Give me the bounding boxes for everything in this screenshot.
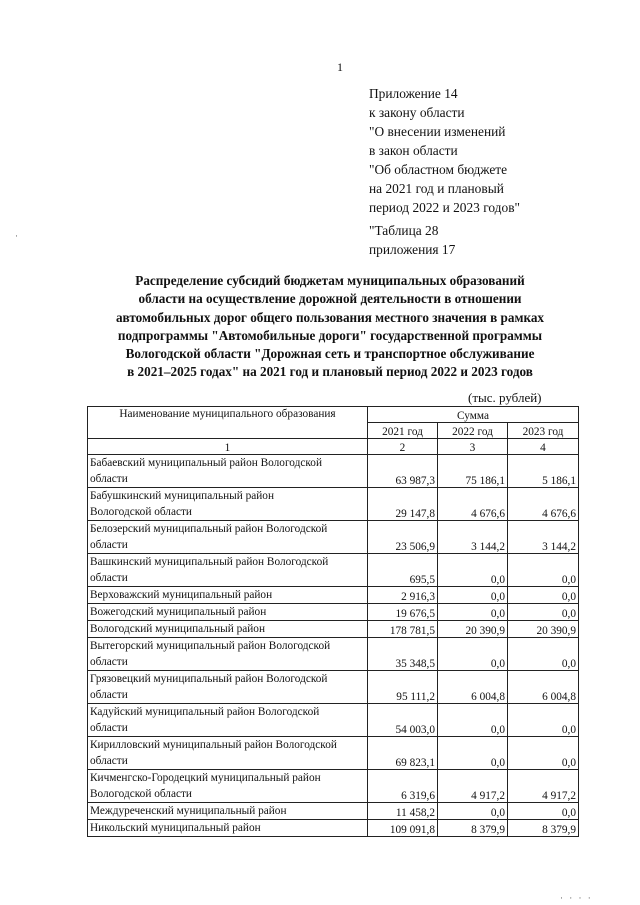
table-row [88,587,579,604]
amount-2023: 8 379,9 [508,820,579,837]
district-name [88,638,368,671]
amount-2021: 6 319,6 [368,770,438,803]
page-number: 1 [337,60,343,74]
district-name-line: Междуреченский муниципальный район [90,805,287,817]
table-ref-line: "Таблица 28 [369,223,439,238]
table-row [88,455,579,488]
table-row [88,820,579,837]
district-name-line: области [90,755,128,767]
district-name [88,737,368,770]
amount-2023: 6 004,8 [508,671,579,704]
district-name-line: Верховажский муниципальный район [90,589,273,601]
amount-2023: 5 186,1 [508,455,579,488]
district-name [88,621,368,638]
table-row [88,638,579,671]
district-name-line: Кирилловский муниципальный район Вологодской [90,739,337,751]
amount-2023: 0,0 [508,638,579,671]
amount-2022: 0,0 [438,554,508,587]
district-name [88,604,368,621]
table-row [88,488,579,521]
appendix-line: "Об областном бюджете [369,162,508,177]
scan-mark: · [15,231,18,241]
amount-2021: 2 916,3 [368,587,438,604]
amount-2022: 3 144,2 [438,521,508,554]
amount-2021: 69 823,1 [368,737,438,770]
district-name-line: Кадуйский муниципальный район Вологодской [90,706,320,718]
district-name [88,671,368,704]
amount-2021: 11 458,2 [368,803,438,820]
table-row [88,803,579,820]
table-row [88,671,579,704]
amount-2023: 0,0 [508,737,579,770]
amount-2021: 29 147,8 [368,488,438,521]
district-name [88,704,368,737]
amount-2023: 0,0 [508,587,579,604]
units-label: (тыс. рублей) [468,390,542,405]
district-name-line: Никольский муниципальный район [90,822,261,834]
district-name-line: области [90,572,128,584]
header-name: Наименование муниципального образования [88,407,368,439]
district-name-line: области [90,722,128,734]
scan-mark: · · · · [560,893,593,903]
amount-2022: 4 917,2 [438,770,508,803]
amount-2023: 4 917,2 [508,770,579,803]
district-name-line: Вашкинский муниципальный район Вологодской [90,556,329,568]
amount-2022: 6 004,8 [438,671,508,704]
title-line: области на осуществление дорожной деятельности в отношении [138,291,522,307]
amount-2022: 0,0 [438,604,508,621]
table-row [88,770,579,803]
amount-2022: 8 379,9 [438,820,508,837]
title-line: Вологодской области "Дорожная сеть и транспортное обслуживание [125,346,535,362]
amount-2023: 4 676,6 [508,488,579,521]
district-name-line: области [90,689,128,701]
amount-2023: 20 390,9 [508,621,579,638]
amount-2021: 178 781,5 [368,621,438,638]
table-row [88,737,579,770]
district-name-line: Вологодской области [90,788,192,800]
table-row [88,554,579,587]
district-name [88,820,368,837]
title-line: в 2021–2025 годах" на 2021 год и плановый период 2022 и 2023 годов [127,364,533,380]
title-line: подпрограммы "Автомобильные дороги" государственной программы [117,327,543,343]
district-name [88,488,368,521]
district-name-line: области [90,473,128,485]
table-row [88,704,579,737]
amount-2022: 75 186,1 [438,455,508,488]
amount-2021: 35 348,5 [368,638,438,671]
table-row [88,604,579,621]
amount-2021: 109 091,8 [368,820,438,837]
district-name [88,770,368,803]
amount-2022: 20 390,9 [438,621,508,638]
amount-2021: 695,5 [368,554,438,587]
district-name-line: Белозерский муниципальный район Вологодской [90,523,328,535]
table-row [88,621,579,638]
amount-2022: 0,0 [438,704,508,737]
amount-2023: 3 144,2 [508,521,579,554]
appendix-header [369,84,520,259]
table-row [88,521,579,554]
amount-2023: 0,0 [508,554,579,587]
header-year-2022: 2022 год [438,423,508,439]
appendix-line: Приложение 14 [369,86,458,101]
header-sum: Сумма [368,407,579,423]
subsidy-table [87,406,579,837]
col-number: 1 [88,439,368,455]
header-year-2021: 2021 год [368,423,438,439]
col-number: 4 [508,439,579,455]
appendix-line: в закон области [369,143,458,158]
district-name-line: Вытегорский муниципальный район Вологодской [90,640,331,652]
amount-2022: 0,0 [438,587,508,604]
col-number: 2 [368,439,438,455]
appendix-line: на 2021 год и плановый [369,181,504,196]
district-name [88,455,368,488]
table-body [88,455,579,837]
amount-2021: 23 506,9 [368,521,438,554]
district-name [88,803,368,820]
amount-2021: 63 987,3 [368,455,438,488]
district-name-line: Бабаевский муниципальный район Вологодской [90,457,322,469]
appendix-line: к закону области [369,105,465,120]
amount-2023: 0,0 [508,704,579,737]
amount-2022: 0,0 [438,803,508,820]
amount-2023: 0,0 [508,803,579,820]
district-name-line: Вологодской области [90,506,192,518]
district-name-line: области [90,656,128,668]
amount-2021: 95 111,2 [368,671,438,704]
district-name-line: Кичменгско-Городецкий муниципальный район [90,772,321,784]
district-name-line: Вожегодский муниципальный район [90,606,267,618]
district-name-line: области [90,539,128,551]
district-name [88,587,368,604]
district-name [88,521,368,554]
appendix-line: период 2022 и 2023 годов" [369,200,520,215]
title-line: автомобильных дорог общего пользования местного значения в рамках [115,309,545,325]
district-name-line: Грязовецкий муниципальный район Вологодской [90,673,328,685]
amount-2022: 0,0 [438,737,508,770]
col-number: 3 [438,439,508,455]
amount-2022: 4 676,6 [438,488,508,521]
table-ref-line: приложения 17 [369,242,456,257]
document-title [80,272,580,382]
title-line: Распределение субсидий бюджетам муниципальных образований [135,273,525,288]
district-name [88,554,368,587]
amount-2022: 0,0 [438,638,508,671]
district-name-line: Вологодский муниципальный район [90,623,265,635]
district-name-line: Бабушкинский муниципальный район [90,490,274,502]
header-year-2023: 2023 год [508,423,579,439]
appendix-line: "О внесении изменений [369,124,506,139]
amount-2021: 54 003,0 [368,704,438,737]
amount-2023: 0,0 [508,604,579,621]
amount-2021: 19 676,5 [368,604,438,621]
